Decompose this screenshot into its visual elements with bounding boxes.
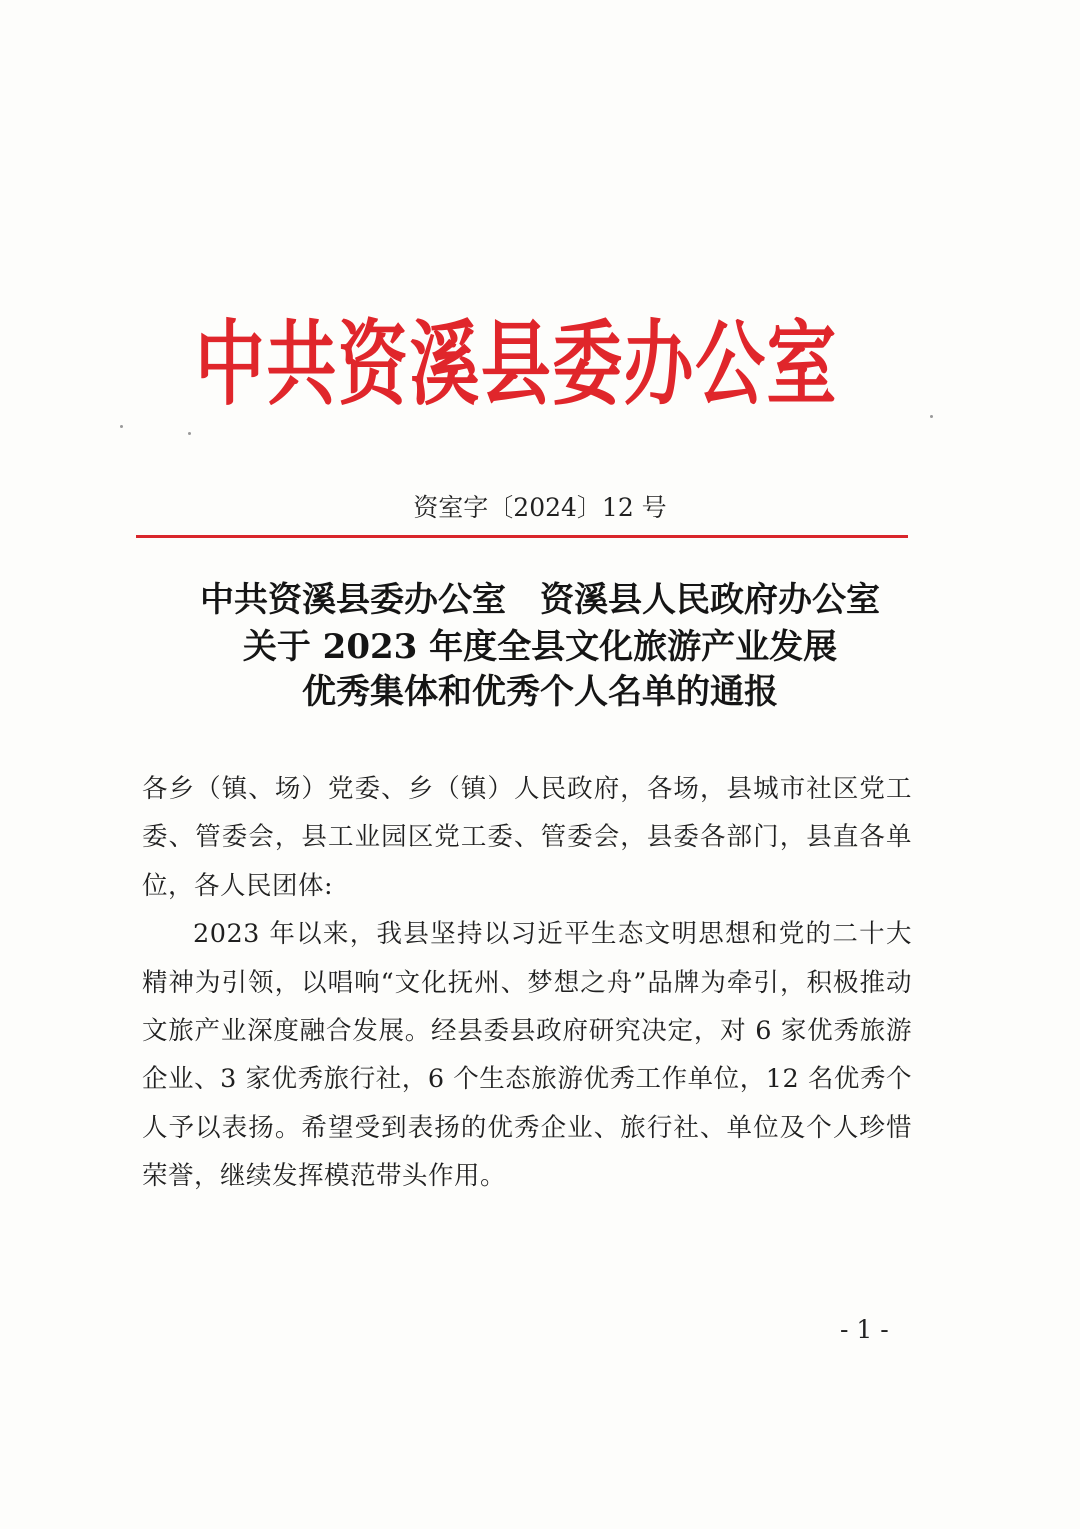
masthead-title: 中共资溪县委办公室 <box>195 311 838 418</box>
document-number: 资室字〔2024〕12 号 <box>413 493 667 522</box>
scan-speck <box>930 415 933 418</box>
document-title-line-1: 中共资溪县委办公室 资溪县人民政府办公室 <box>200 580 880 620</box>
document-title-line-2: 关于 2023 年度全县文化旅游产业发展 <box>242 627 838 667</box>
scan-speck <box>120 425 123 428</box>
page-number: - 1 - <box>840 1315 889 1344</box>
body-paragraph: 2023 年以来，我县坚持以习近平生态文明思想和党的二十大精神为引领，以唱响“文化抚州、梦想之舟”品牌为牵引，积极推动文旅产业深度融合发展。经县委县政府研究决定，对 6 家优秀旅游企业、3 家优秀旅行社，6 个生态旅游优秀工作单位，12 名优秀个人予以表扬。希望受到表扬的优秀企业、旅行社、单位及个人珍惜荣誉，继续发挥模范带头作用。 <box>142 919 912 1192</box>
recipients-paragraph: 各乡（镇、场）党委、乡（镇）人民政府，各场，县城市社区党工委、管委会，县工业园区党工委、管委会，县委各部门，县直各单位，各人民团体: <box>142 774 912 901</box>
scan-speck <box>188 432 191 435</box>
document-body <box>142 765 912 1201</box>
red-divider-line <box>136 535 908 538</box>
document-title-line-3: 优秀集体和优秀个人名单的通报 <box>302 672 778 712</box>
